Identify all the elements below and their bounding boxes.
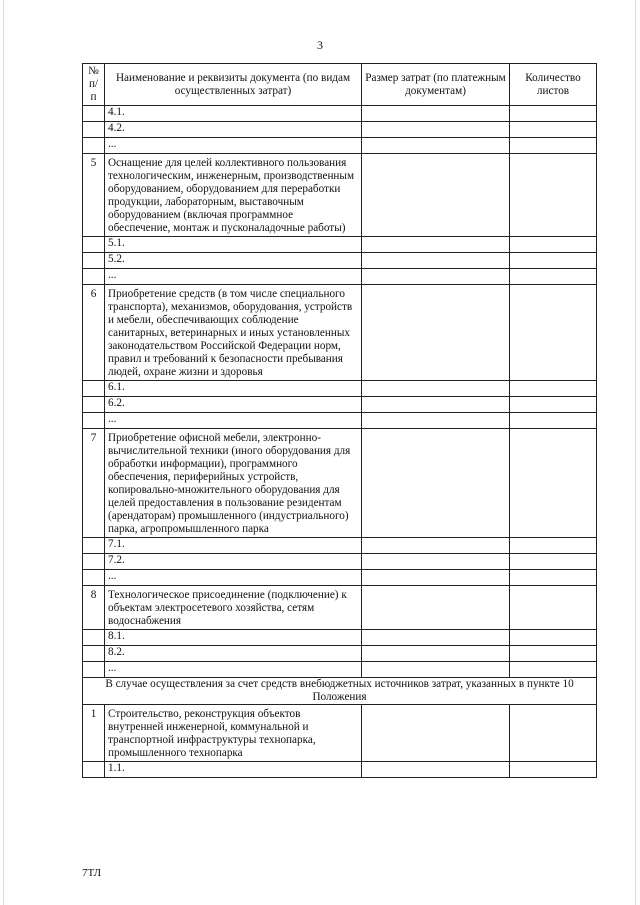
header-name: Наименование и реквизиты документа (по видам осуществленных затрат)	[105, 64, 362, 106]
cell-cost	[362, 154, 510, 237]
header-sheets: Количество листов	[510, 64, 597, 106]
table-row-subitem	[83, 237, 597, 253]
cell-num	[83, 570, 105, 586]
page-number: 3	[317, 38, 323, 52]
cell-name: ...	[105, 413, 362, 429]
cell-sheets	[510, 662, 597, 678]
cell-num	[83, 138, 105, 154]
cell-cost	[362, 554, 510, 570]
table-row-subitem	[83, 630, 597, 646]
table-row-subitem	[83, 253, 597, 269]
cell-num	[83, 269, 105, 285]
cell-name: ...	[105, 570, 362, 586]
cell-num: 7	[83, 429, 105, 538]
cell-sheets	[510, 646, 597, 662]
cell-name: 7.1.	[105, 538, 362, 554]
table-row-item	[83, 586, 597, 630]
cell-sheets	[510, 429, 597, 538]
cell-cost	[362, 122, 510, 138]
cell-num	[83, 538, 105, 554]
cell-sheets	[510, 106, 597, 122]
cell-cost	[362, 106, 510, 122]
cell-sheets	[510, 586, 597, 630]
cell-num: 8	[83, 586, 105, 630]
cell-name: 5.2.	[105, 253, 362, 269]
table-row-subitem	[83, 138, 597, 154]
cell-cost	[362, 413, 510, 429]
table-body	[83, 106, 597, 778]
documents-table	[82, 63, 597, 778]
cell-cost	[362, 570, 510, 586]
cell-cost	[362, 586, 510, 630]
cell-num	[83, 237, 105, 253]
cell-cost	[362, 285, 510, 381]
cell-sheets	[510, 413, 597, 429]
table-row-subitem	[83, 122, 597, 138]
section-title: В случае осуществления за счет средств внебюджетных источников затрат, указанных в пункте 10 Положения	[83, 678, 597, 705]
cell-cost	[362, 138, 510, 154]
table-header-row	[83, 64, 597, 106]
cell-num	[83, 381, 105, 397]
cell-num	[83, 762, 105, 778]
cell-cost	[362, 381, 510, 397]
cell-cost	[362, 538, 510, 554]
cell-sheets	[510, 538, 597, 554]
cell-cost	[362, 705, 510, 762]
cell-name: 8.1.	[105, 630, 362, 646]
table-row-subitem	[83, 570, 597, 586]
table-row-item	[83, 705, 597, 762]
cell-cost	[362, 397, 510, 413]
cell-num	[83, 253, 105, 269]
cell-cost	[362, 646, 510, 662]
cell-num	[83, 106, 105, 122]
cell-cost	[362, 269, 510, 285]
table-row-subitem	[83, 554, 597, 570]
cell-name: 4.1.	[105, 106, 362, 122]
header-cost: Размер затрат (по платежным документам)	[362, 64, 510, 106]
table-row-subitem	[83, 397, 597, 413]
cell-cost	[362, 662, 510, 678]
table-row-subitem	[83, 269, 597, 285]
cell-name: Приобретение офисной мебели, электронно-вычислительной техники (иного оборудования для обработки информации), программного обеспечения, периферийных устройств, копировально-множительного оборудования для целей предоставления в пользование резидентам (арендаторам) промышленного (индустриального) парка, агропромышленного парка	[105, 429, 362, 538]
cell-num: 6	[83, 285, 105, 381]
table-row-subitem	[83, 106, 597, 122]
header-num: № п/п	[83, 64, 105, 106]
cell-name: ...	[105, 138, 362, 154]
cell-sheets	[510, 705, 597, 762]
cell-sheets	[510, 570, 597, 586]
cell-name: Оснащение для целей коллективного пользования технологическим, инженерным, производственным оборудованием, оборудованием для переработки продукции, лабораторным, выставочным оборудованием (включая программное обеспечение, монтаж и пусконаладочные работы)	[105, 154, 362, 237]
table-row-item	[83, 429, 597, 538]
cell-name: Строительство, реконструкция объектов внутренней инженерной, коммунальной и транспортной инфраструктуры технопарка, промышленного технопарка	[105, 705, 362, 762]
cell-name: 6.1.	[105, 381, 362, 397]
table-row-item	[83, 285, 597, 381]
cell-num	[83, 662, 105, 678]
cell-cost	[362, 630, 510, 646]
cell-cost	[362, 429, 510, 538]
cell-name: Приобретение средств (в том числе специального транспорта), механизмов, оборудования, устройств и мебели, обеспечивающих соблюдение санитарных, ветеринарных и иных установленных законодательством Российской Федерации норм, правил и требований к безопасности пребывания людей, охране жизни и здоровья	[105, 285, 362, 381]
cell-sheets	[510, 253, 597, 269]
cell-sheets	[510, 122, 597, 138]
cell-sheets	[510, 269, 597, 285]
cell-sheets	[510, 630, 597, 646]
cell-name: ...	[105, 662, 362, 678]
cell-name: 7.2.	[105, 554, 362, 570]
cell-cost	[362, 253, 510, 269]
table-row-subitem	[83, 646, 597, 662]
page-edge-left	[3, 0, 4, 905]
cell-num	[83, 397, 105, 413]
cell-name: 8.2.	[105, 646, 362, 662]
cell-num	[83, 630, 105, 646]
cell-sheets	[510, 381, 597, 397]
footer-code: 7ТЛ	[82, 867, 102, 879]
cell-sheets	[510, 154, 597, 237]
cell-sheets	[510, 138, 597, 154]
cell-num: 1	[83, 705, 105, 762]
cell-cost	[362, 237, 510, 253]
cell-num	[83, 122, 105, 138]
table-row-subitem	[83, 413, 597, 429]
cell-name: Технологическое присоединение (подключение) к объектам электросетевого хозяйства, сетям водоснабжения	[105, 586, 362, 630]
cell-sheets	[510, 554, 597, 570]
cell-name: 6.2.	[105, 397, 362, 413]
cell-name: 1.1.	[105, 762, 362, 778]
cell-cost	[362, 762, 510, 778]
table-row-subitem	[83, 538, 597, 554]
page-edge-right	[635, 0, 636, 905]
cell-num	[83, 413, 105, 429]
cell-sheets	[510, 397, 597, 413]
table-row-subitem	[83, 381, 597, 397]
section-row	[83, 678, 597, 705]
cell-sheets	[510, 762, 597, 778]
cell-sheets	[510, 285, 597, 381]
cell-num	[83, 646, 105, 662]
cell-name: 5.1.	[105, 237, 362, 253]
cell-num	[83, 554, 105, 570]
cell-sheets	[510, 237, 597, 253]
table-row-subitem	[83, 762, 597, 778]
table-row-item	[83, 154, 597, 237]
cell-name: 4.2.	[105, 122, 362, 138]
table-row-subitem	[83, 662, 597, 678]
cell-num: 5	[83, 154, 105, 237]
cell-name: ...	[105, 269, 362, 285]
